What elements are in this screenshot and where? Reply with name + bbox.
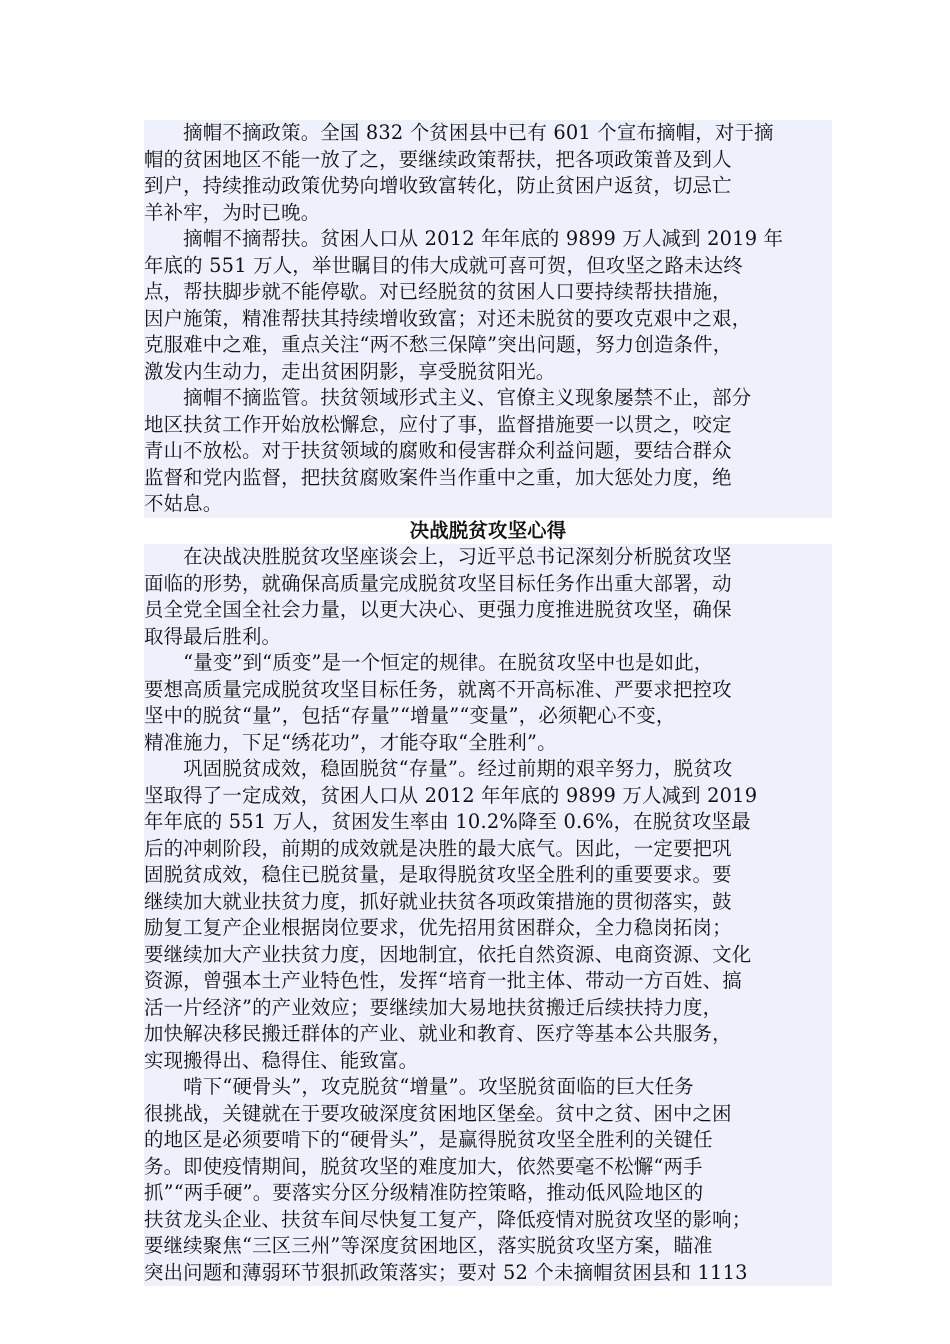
paragraph [144,120,832,226]
text-line: 地区扶贫工作开始放松懈怠，应付了事，监督措施要一以贯之，咬定 [144,412,832,439]
paragraph [144,650,832,756]
document-page [144,120,832,1286]
text-line: 青山不放松。对于扶贫领域的腐败和侵害群众利益问题，要结合群众 [144,438,832,465]
text-line: 帽的贫困地区不能一放了之，要继续政策帮扶，把各项政策普及到人 [144,147,832,174]
text-line: 坚中的脱贫“量”，包括“存量”“增量”“变量”，必须靶心不变， [144,703,832,730]
text-line: 监督和党内监督，把扶贫腐败案件当作重中之重，加大惩处力度，绝 [144,465,832,492]
text-line: 要继续加大产业扶贫力度，因地制宜，依托自然资源、电商资源、文化 [144,942,832,969]
text-line: 年年底的 551 万人，贫困发生率由 10.2%降至 0.6%，在脱贫攻坚最 [144,809,832,836]
text-line: 摘帽不摘政策。全国 832 个贫困县中已有 601 个宣布摘帽，对于摘 [144,120,832,147]
paragraph [144,756,832,1074]
section-heading: 决战脱贫攻坚心得 [409,518,567,542]
text-line: 摘帽不摘监管。扶贫领域形式主义、官僚主义现象屡禁不止，部分 [144,385,832,412]
text-line: 羊补牢，为时已晚。 [144,200,832,227]
text-line: 到户，持续推动政策优势向增收致富转化，防止贫困户返贫，切忌亡 [144,173,832,200]
text-line: 员全党全国全社会力量，以更大决心、更强力度推进脱贫攻坚，确保 [144,597,832,624]
text-line: 点，帮扶脚步就不能停歇。对已经脱贫的贫困人口要持续帮扶措施， [144,279,832,306]
text-line: 突出问题和薄弱环节狠抓政策落实；要对 52 个未摘帽贫困县和 1113 [144,1260,832,1287]
paragraph [144,385,832,518]
text-line: 实现搬得出、稳得住、能致富。 [144,1048,832,1075]
text-line: 激发内生动力，走出贫困阴影，享受脱贫阳光。 [144,359,832,386]
text-line: 加快解决移民搬迁群体的产业、就业和教育、医疗等基本公共服务， [144,1021,832,1048]
text-line: 取得最后胜利。 [144,624,832,651]
text-line: 很挑战，关键就在于要攻破深度贫困地区堡垒。贫中之贫、困中之困 [144,1101,832,1128]
text-line: 要继续聚焦“三区三州”等深度贫困地区，落实脱贫攻坚方案，瞄准 [144,1233,832,1260]
paragraph [144,226,832,385]
paragraph [144,544,832,650]
text-line: 面临的形势，就确保高质量完成脱贫攻坚目标任务作出重大部署，动 [144,571,832,598]
text-line: 因户施策，精准帮扶其持续增收致富；对还未脱贫的要攻克艰中之艰， [144,306,832,333]
text-line: “量变”到“质变”是一个恒定的规律。在脱贫攻坚中也是如此， [144,650,832,677]
document-body-top [144,120,832,518]
document-body-bottom [144,544,832,1286]
text-line: 要想高质量完成脱贫攻坚目标任务，就离不开高标准、严要求把控攻 [144,677,832,704]
paragraph [144,1074,832,1286]
text-line: 啃下“硬骨头”，攻克脱贫“增量”。攻坚脱贫面临的巨大任务 [144,1074,832,1101]
text-line: 坚取得了一定成效，贫困人口从 2012 年年底的 9899 万人减到 2019 [144,783,832,810]
text-line: 不姑息。 [144,491,832,518]
text-line: 扶贫龙头企业、扶贫车间尽快复工复产，降低疫情对脱贫攻坚的影响； [144,1207,832,1234]
text-line: 励复工复产企业根据岗位要求，优先招用贫困群众，全力稳岗拓岗； [144,915,832,942]
text-line: 在决战决胜脱贫攻坚座谈会上，习近平总书记深刻分析脱贫攻坚 [144,544,832,571]
text-line: 固脱贫成效，稳住已脱贫量，是取得脱贫攻坚全胜利的重要要求。要 [144,862,832,889]
text-line: 克服难中之难，重点关注“两不愁三保障”突出问题，努力创造条件， [144,332,832,359]
text-line: 资源，曾强本土产业特色性，发挥“培育一批主体、带动一方百姓、搞 [144,968,832,995]
text-line: 继续加大就业扶贫力度，抓好就业扶贫各项政策措施的贯彻落实，鼓 [144,889,832,916]
text-line: 后的冲刺阶段，前期的成效就是决胜的最大底气。因此，一定要把巩 [144,836,832,863]
text-line: 活一片经济”的产业效应；要继续加大易地扶贫搬迁后续扶持力度， [144,995,832,1022]
text-line: 抓”“两手硬”。要落实分区分级精准防控策略，推动低风险地区的 [144,1180,832,1207]
text-line: 摘帽不摘帮扶。贫困人口从 2012 年年底的 9899 万人减到 2019 年 [144,226,832,253]
text-line: 年底的 551 万人，举世瞩目的伟大成就可喜可贺，但攻坚之路未达终 [144,253,832,280]
text-line: 的地区是必须要啃下的“硬骨头”，是赢得脱贫攻坚全胜利的关键任 [144,1127,832,1154]
text-line: 务。即使疫情期间，脱贫攻坚的难度加大，依然要毫不松懈“两手 [144,1154,832,1181]
text-line: 精准施力，下足“绣花功”，才能夺取“全胜利”。 [144,730,832,757]
text-line: 巩固脱贫成效，稳固脱贫“存量”。经过前期的艰辛努力，脱贫攻 [144,756,832,783]
